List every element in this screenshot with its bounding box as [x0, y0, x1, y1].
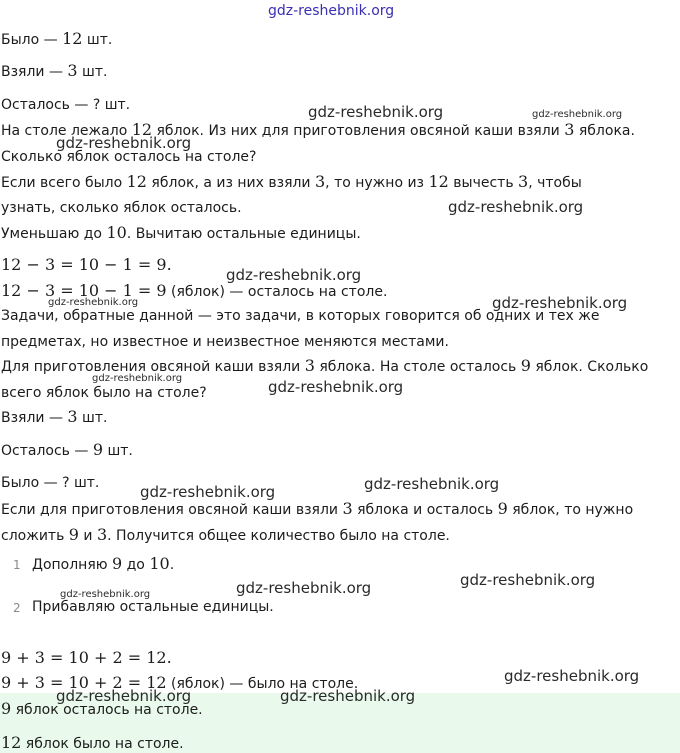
- watermark: gdz-reshebnik.org: [140, 483, 276, 501]
- method-text: Уменьшаю до 10. Вычитаю остальные единицы.: [1, 223, 361, 242]
- calculation: 9 + 3 = 10 + 2 = 12.: [1, 648, 172, 667]
- taken-line: Взяли — 3 шт.: [1, 61, 108, 80]
- problem-text: На столе лежало 12 яблок. Из них для приготовления овсяной каши взяли 3 яблока.: [1, 120, 635, 139]
- inverse-definition: предметах, но известное и неизвестное меняются местами.: [1, 334, 449, 350]
- watermark: gdz-reshebnik.org: [448, 198, 584, 216]
- answer-line: 12 яблок было на столе.: [1, 733, 184, 752]
- step-text: Дополняю 9 до 10.: [32, 554, 175, 573]
- watermark: gdz-reshebnik.org: [492, 294, 628, 312]
- left-question-line: Осталось — ? шт.: [1, 97, 131, 113]
- inverse-definition: Задачи, обратные данной — это задачи, в которых говорится об одних и тех же: [1, 308, 600, 324]
- answer-line: 9 яблок осталось на столе.: [1, 699, 203, 718]
- watermark: gdz-reshebnik.org: [308, 103, 444, 121]
- was-question-line: Было — ? шт.: [1, 475, 100, 491]
- watermark: gdz-reshebnik.org: [226, 266, 362, 284]
- step-text: Прибавляю остальные единицы.: [32, 599, 274, 615]
- inverse-problem-question: всего яблок было на столе?: [1, 385, 207, 401]
- inverse-problem-text: Для приготовления овсяной каши взяли 3 яблока. На столе осталось 9 яблок. Сколько: [1, 356, 649, 375]
- taken-line: Взяли — 3 шт.: [1, 407, 108, 426]
- explanation-text: узнать, сколько яблок осталось.: [1, 200, 242, 216]
- calculation-result: 9 + 3 = 10 + 2 = 12 (яблок) — было на столе.: [1, 673, 359, 692]
- watermark: gdz-reshebnik.org: [364, 475, 500, 493]
- left-line: Осталось — 9 шт.: [1, 440, 133, 459]
- watermark: gdz-reshebnik.org: [48, 297, 139, 308]
- calculation-result: 12 − 3 = 10 − 1 = 9 (яблок) — осталось на столе.: [1, 281, 388, 300]
- watermark: gdz-reshebnik.org: [92, 373, 183, 384]
- watermark: gdz-reshebnik.org: [56, 134, 192, 152]
- watermark: gdz-reshebnik.org: [236, 579, 372, 597]
- watermark: gdz-reshebnik.org: [460, 571, 596, 589]
- watermark: gdz-reshebnik.org: [60, 589, 151, 600]
- watermark: gdz-reshebnik.org: [56, 687, 192, 705]
- watermark: gdz-reshebnik.org: [268, 3, 395, 19]
- watermark: gdz-reshebnik.org: [268, 378, 404, 396]
- calculation: 12 − 3 = 10 − 1 = 9.: [1, 255, 172, 274]
- step-number: 1: [13, 558, 21, 572]
- inverse-explanation: Если для приготовления овсяной каши взяли 3 яблока и осталось 9 яблок, то нужно: [1, 499, 634, 518]
- problem-question: Сколько яблок осталось на столе?: [1, 149, 257, 165]
- watermark: gdz-reshebnik.org: [532, 109, 623, 120]
- step-number: 2: [13, 601, 21, 615]
- watermark: gdz-reshebnik.org: [504, 667, 640, 685]
- watermark: gdz-reshebnik.org: [280, 687, 416, 705]
- explanation-text: Если всего было 12 яблок, а из них взяли 3, то нужно из 12 вычесть 3, чтобы: [1, 172, 582, 191]
- inverse-explanation: сложить 9 и 3. Получится общее количество было на столе.: [1, 525, 450, 544]
- was-line: Было — 12 шт.: [1, 29, 113, 48]
